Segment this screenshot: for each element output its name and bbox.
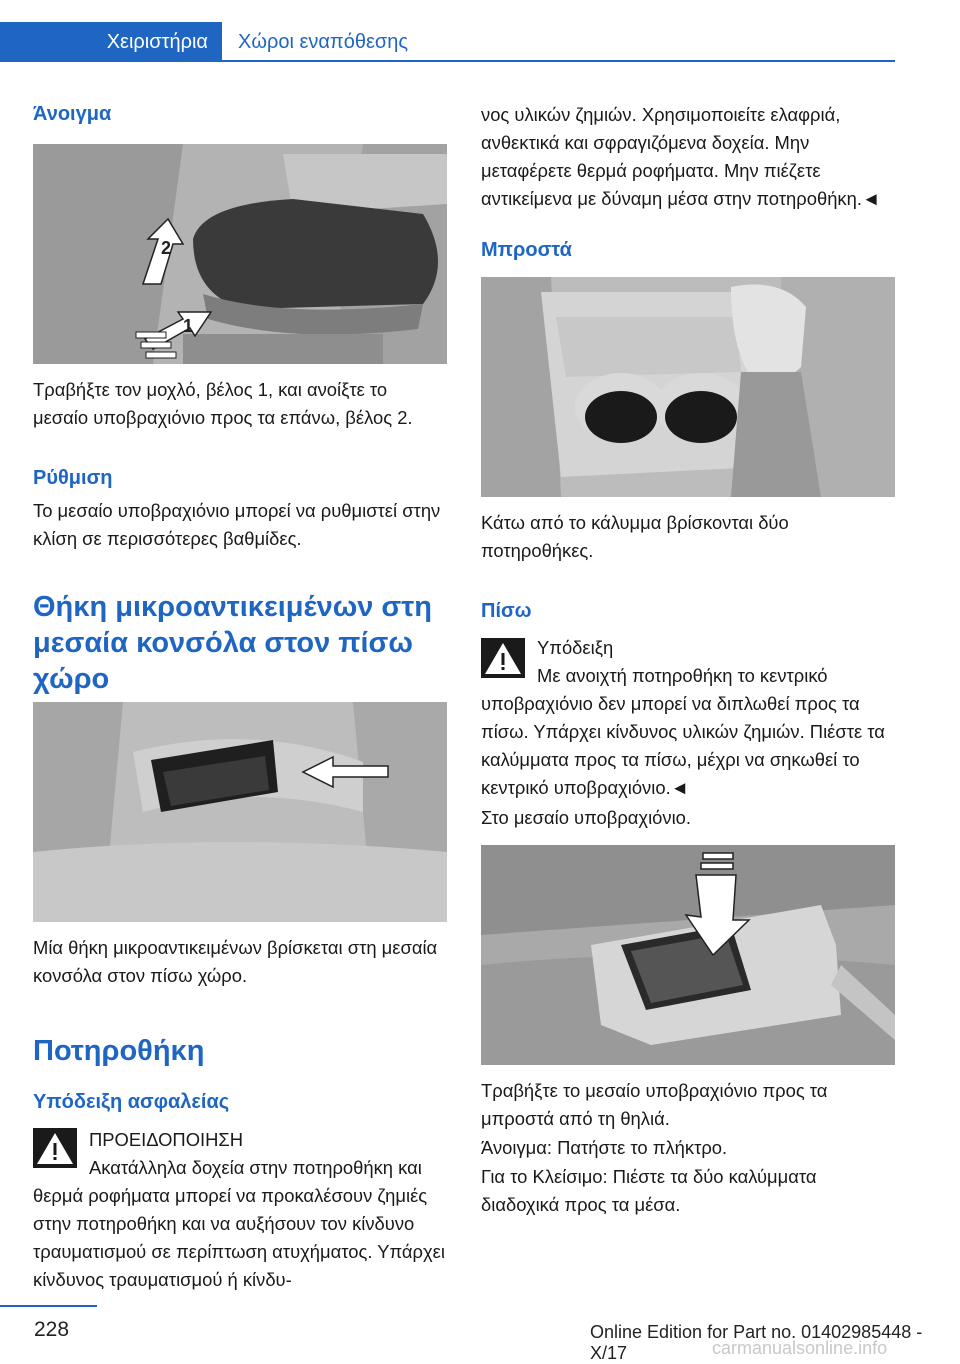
arrow-label-1: 1 <box>183 316 194 336</box>
photo-rear-storage <box>33 702 447 922</box>
rear-cupholder-illustration <box>481 845 895 1065</box>
photo-rear-cupholders <box>481 845 895 1065</box>
photo-armrest-opening <box>33 144 447 364</box>
armrest-illustration <box>33 144 447 364</box>
page-number: 228 <box>34 1318 70 1341</box>
edition-text: Online Edition for Part no. 01402985448 - X/17 <box>590 1322 923 1363</box>
front-cupholder-illustration <box>481 277 895 497</box>
text-opening: Τραβήξτε τον μοχλό, βέλος 1, και ανοίξτε το μεσαίο υποβραχιόνιο προς τα επάνω, βέλος 2. <box>33 379 413 428</box>
arrow-label-2: 2 <box>161 238 172 258</box>
header-tabs <box>0 22 895 62</box>
text-front: Κάτω από το κάλυμμα βρίσκονται δύο ποτηροθήκες. <box>481 512 789 561</box>
tab-controls[interactable]: Χειριστήρια <box>0 22 222 62</box>
warning-text: Ακατάλληλα δοχεία στην ποτηροθήκη και θερμά ροφήματα μπορεί να προκαλέσουν ζημιές στην ποτηροθήκη και να αυξήσουν τον κίνδυνο τραυματισμού σε περίπτωση ατυχήματος. Υπάρχει κίνδυνος τραυματισμού ή κίνδυ- <box>33 1157 445 1290</box>
tab-underline <box>222 60 895 62</box>
heading-adjust: Ρύθμιση <box>33 467 113 489</box>
watermark: carmanualsonline.info <box>712 1338 888 1358</box>
text-pull-armrest: Τραβήξτε το μεσαίο υποβραχιόνιο προς τα μπροστά από τη θηλιά. <box>481 1080 828 1129</box>
footer-rule <box>0 1305 97 1307</box>
photo-front-cupholders <box>481 277 895 497</box>
heading-cupholder: Ποτηροθήκη <box>33 1035 205 1067</box>
tab-storage[interactable]: Χώροι εναπόθεσης <box>238 31 408 53</box>
warning-title: ΠΡΟΕΙΔΟΠΟΙΗΣΗ <box>89 1129 244 1150</box>
heading-opening: Άνοιγμα <box>33 103 112 125</box>
text-storage: Μία θήκη μικροαντικειμένων βρίσκεται στη μεσαία κονσόλα στον πίσω χώρο. <box>33 937 438 986</box>
text-in-armrest: Στο μεσαίο υποβραχιόνιο. <box>481 807 692 828</box>
heading-front: Μπροστά <box>481 239 572 261</box>
text-open: Άνοιγμα: Πατήστε το πλήκτρο. <box>481 1137 728 1158</box>
heading-storage-compartment: Θήκη μικροαντικειμένων στη μεσαία κονσόλα στον πίσω χώρο <box>33 591 432 695</box>
rear-storage-illustration <box>33 702 447 922</box>
text-adjust: Το μεσαίο υποβραχιόνιο μπορεί να ρυθμιστεί στην κλίση σε περισσότερες βαθμίδες. <box>33 500 441 549</box>
heading-safety-note: Υπόδειξη ασφαλείας <box>33 1091 230 1113</box>
note-text: Με ανοιχτή ποτηροθήκη το κεντρικό υποβραχιόνιο δεν μπορεί να διπλωθεί προς τα πίσω. Υπάρχει κίνδυνος υλικών ζημιών. Πιέστε τα καλύμματα προς τα πίσω, μέχρι να σηκωθεί το κεντρικό υποβραχιόνιο.◄ <box>481 665 885 798</box>
text-continued: νος υλικών ζημιών. Χρησιμοποιείτε ελαφριά, ανθεκτικά και σφραγιζόμενα δοχεία. Μην μεταφέρετε θερμά ροφήματα. Μην πιέζετε αντικείμενα με δύναμη μέσα στην ποτηροθήκη.◄ <box>481 104 881 209</box>
note-title: Υπόδειξη <box>537 637 614 658</box>
heading-rear: Πίσω <box>481 600 532 622</box>
text-close: Για το Κλείσιμο: Πιέστε τα δύο καλύμματα διαδοχικά προς τα μέσα. <box>481 1166 817 1215</box>
